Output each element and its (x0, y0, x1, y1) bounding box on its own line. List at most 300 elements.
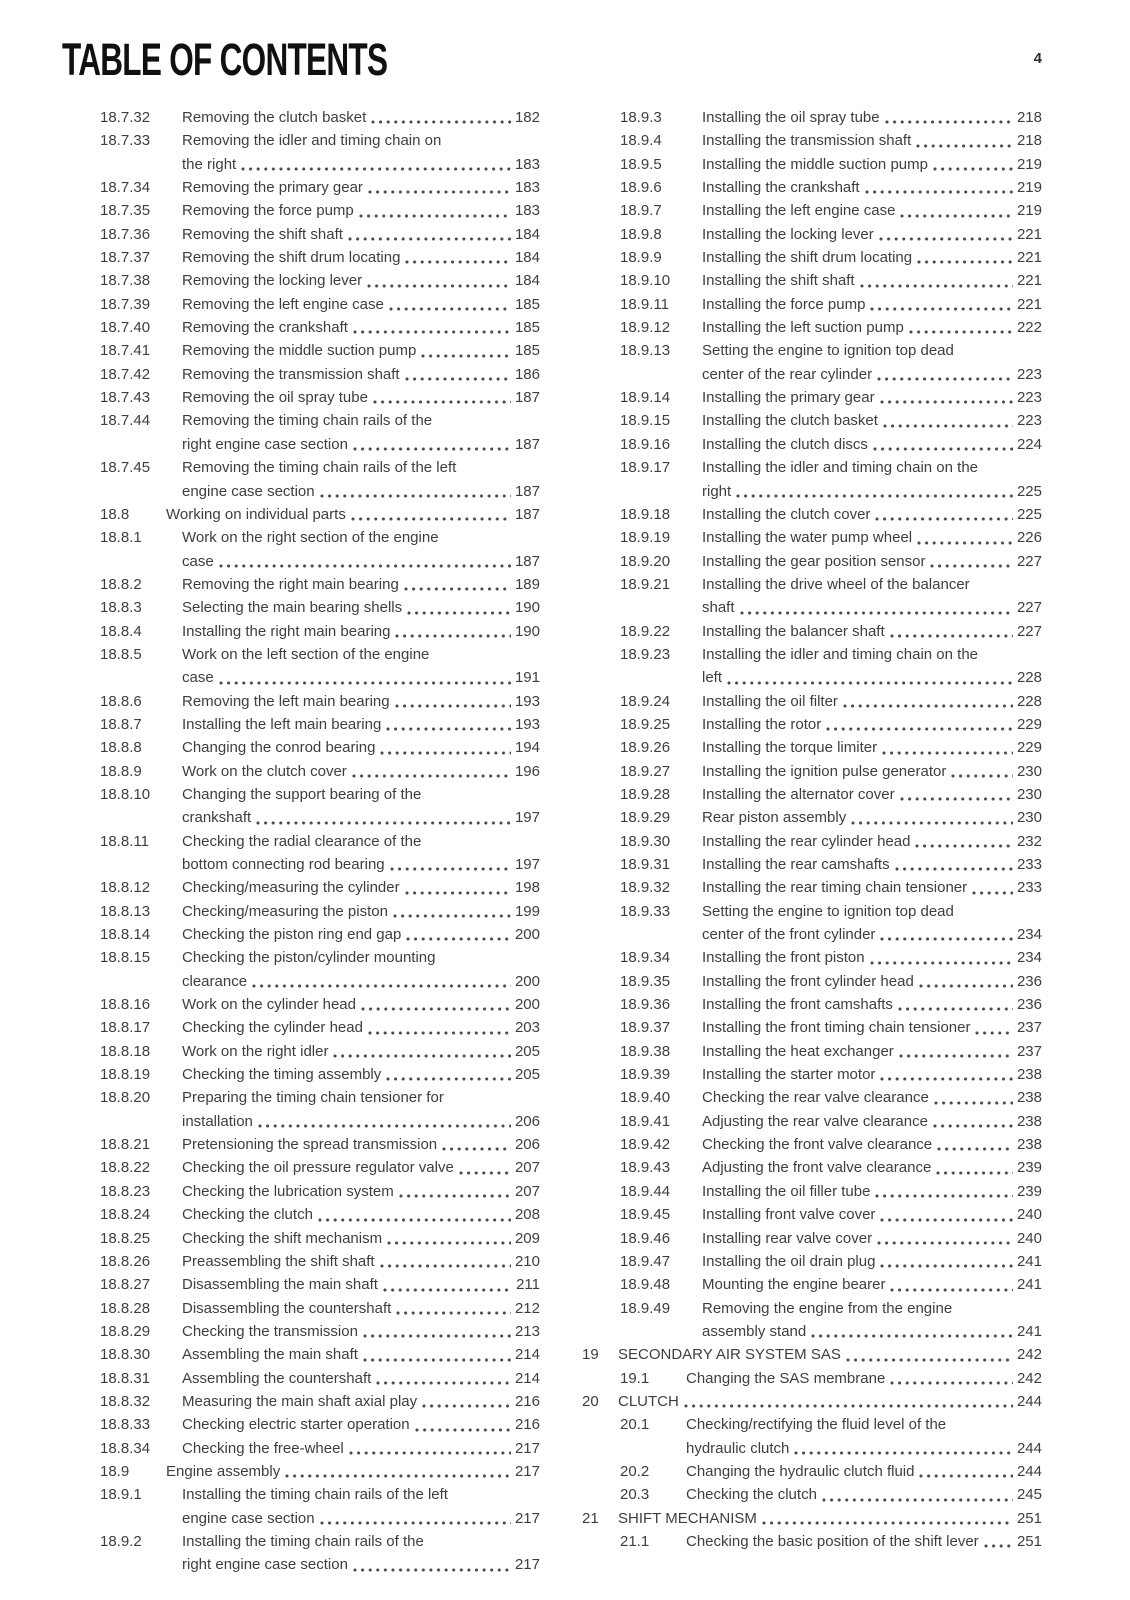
toc-entry (62, 736, 540, 759)
toc-entry-title: Removing the shift shaft (182, 225, 343, 243)
toc-entry-body (182, 1063, 540, 1086)
toc-entry-lastline (182, 199, 540, 222)
toc-entry (62, 760, 540, 783)
toc-entry (62, 1040, 540, 1063)
toc-entry-page: 234 (1016, 949, 1042, 967)
toc-entry-body (702, 246, 1042, 269)
toc-entry-lastline (702, 199, 1042, 222)
toc-entry-page: 200 (514, 926, 540, 944)
toc-entry-number: 18.9.43 (620, 1159, 671, 1177)
toc-entry (582, 1110, 1042, 1133)
toc-entry-body (182, 1297, 540, 1320)
dot-leader (951, 773, 1013, 779)
toc-entry-page: 198 (514, 879, 540, 897)
toc-entry-body (702, 550, 1042, 573)
toc-entry-body (702, 900, 1042, 947)
toc-entry-page: 230 (1016, 762, 1042, 780)
toc-entry-page: 183 (514, 179, 540, 197)
toc-entry-body (182, 199, 540, 222)
toc-entry-body (702, 316, 1042, 339)
toc-entry-number: 20 (582, 1392, 599, 1410)
toc-entry (582, 1156, 1042, 1179)
dot-leader (919, 983, 1013, 989)
toc-entry-page: 190 (514, 599, 540, 617)
toc-entry-page: 241 (1016, 1322, 1042, 1340)
toc-entry-page: 229 (1016, 715, 1042, 733)
toc-entry-title: engine case section (182, 1509, 315, 1527)
toc-entry-body (182, 1320, 540, 1343)
toc-entry-lastline (182, 1063, 540, 1086)
toc-entry-lastline (182, 363, 540, 386)
dot-leader (915, 843, 1013, 849)
toc-entry-lastline (182, 1437, 540, 1460)
toc-entry-title: Installing the shift drum locating (702, 249, 913, 267)
toc-entry (62, 106, 540, 129)
toc-entry (582, 199, 1042, 222)
toc-entry-lastline (182, 1156, 540, 1179)
toc-entry-title: Installing the clutch discs (702, 435, 868, 453)
toc-entry-number: 18.9.42 (620, 1136, 671, 1154)
dot-leader (368, 189, 511, 195)
toc-entry-lastline (182, 1553, 540, 1576)
toc-entry-number: 18.7.41 (100, 342, 151, 360)
toc-entry-page: 223 (1016, 365, 1042, 383)
toc-entry-title: Installing the clutch cover (702, 505, 871, 523)
dot-leader (900, 796, 1013, 802)
toc-entry-number: 18.9.25 (620, 715, 671, 733)
toc-entry-page: 184 (514, 249, 540, 267)
toc-entry-number: 18.7.42 (100, 365, 151, 383)
toc-entry-body (702, 339, 1042, 386)
dot-leader (740, 610, 1013, 616)
toc-entry-lastline (686, 1460, 1042, 1483)
toc-entry (62, 1320, 540, 1343)
toc-entry (582, 456, 1042, 503)
toc-entry-lastline (702, 480, 1042, 503)
toc-entry-number: 18.8.26 (100, 1252, 151, 1270)
toc-entry-lastline (702, 293, 1042, 316)
toc-entry-page: 213 (514, 1322, 540, 1340)
toc-entry-page: 186 (514, 365, 540, 383)
toc-entry-body (702, 830, 1042, 853)
toc-entry-title: Pretensioning the spread transmission (182, 1136, 438, 1154)
toc-entry-lastline (182, 106, 540, 129)
dot-leader (285, 1473, 511, 1479)
toc-entry (582, 1297, 1042, 1344)
dot-leader (919, 1473, 1012, 1479)
toc-entry (582, 1203, 1042, 1226)
toc-entry (582, 900, 1042, 947)
dot-leader (390, 866, 511, 872)
toc-entry-number: 18.9.7 (620, 202, 662, 220)
toc-entry-page: 234 (1016, 926, 1042, 944)
toc-entry-body (182, 456, 540, 503)
toc-entry-body (702, 946, 1042, 969)
dot-leader (899, 1053, 1013, 1059)
toc-entry-body (166, 1460, 540, 1483)
toc-entry (62, 1156, 540, 1179)
toc-entry-number: 18.9.9 (620, 249, 662, 267)
toc-entry-body (182, 1367, 540, 1390)
dot-leader (371, 119, 511, 125)
dot-leader (794, 1450, 1013, 1456)
toc-entry-lastline (166, 1460, 540, 1483)
toc-entry (62, 1413, 540, 1436)
toc-entry-body (702, 713, 1042, 736)
toc-entry-lastline (182, 1367, 540, 1390)
toc-entry-body (182, 1227, 540, 1250)
toc-entry (582, 946, 1042, 969)
toc-entry (582, 830, 1042, 853)
toc-entry-page: 184 (514, 225, 540, 243)
toc-entry-page: 228 (1016, 669, 1042, 687)
dot-leader (442, 1146, 511, 1152)
toc-entry-number: 18.9.13 (620, 342, 671, 360)
toc-entry-page: 241 (1016, 1276, 1042, 1294)
toc-entry-body (182, 643, 540, 690)
toc-entry-lastline (702, 666, 1042, 689)
toc-entry-body (182, 783, 540, 830)
toc-entry-lastline (702, 830, 1042, 853)
toc-entry-body (686, 1367, 1042, 1390)
toc-entry-title: Assembling the main shaft (182, 1346, 358, 1364)
dot-leader (880, 1076, 1013, 1082)
toc-entry-number: 18.8.10 (100, 785, 151, 803)
toc-entry-body (686, 1483, 1042, 1506)
toc-entry-lastline (702, 1273, 1042, 1296)
toc-entry-title: Installing the front camshafts (702, 996, 893, 1014)
toc-entry-body (702, 409, 1042, 432)
toc-entry-page: 205 (514, 1042, 540, 1060)
toc-entry-title: Installing the gear position sensor (702, 552, 926, 570)
toc-entry (582, 526, 1042, 549)
toc-entry-number: 18.7.36 (100, 225, 151, 243)
toc-entry-lastline (182, 993, 540, 1016)
toc-entry-number: 18.9.11 (620, 295, 669, 313)
dot-leader (917, 540, 1013, 546)
toc-entry (582, 1507, 1042, 1530)
toc-entry-title: Work on the cylinder head (182, 996, 356, 1014)
toc-entry-page: 238 (1016, 1112, 1042, 1130)
toc-entry-page: 225 (1016, 505, 1042, 523)
toc-entry-body (702, 690, 1042, 713)
toc-entry-lastline (702, 1180, 1042, 1203)
dot-leader (359, 213, 511, 219)
toc-entry (62, 1343, 540, 1366)
toc-entry-lastline (182, 900, 540, 923)
toc-entry-body (702, 1203, 1042, 1226)
toc-entry-body (702, 129, 1042, 152)
toc-entry-body (702, 783, 1042, 806)
toc-entry (62, 946, 540, 993)
toc-entry-number: 18.9.27 (620, 762, 671, 780)
toc-entry-page: 244 (1016, 1392, 1042, 1410)
toc-entry-title: Removing the engine from the engine (702, 1299, 953, 1317)
toc-entry-lastline (702, 783, 1042, 806)
toc-entry-page: 207 (514, 1182, 540, 1200)
toc-entry-title: Changing the SAS membrane (686, 1369, 886, 1387)
toc-entry-page: 187 (514, 435, 540, 453)
toc-entry-title: Checking the free-wheel (182, 1439, 344, 1457)
toc-entry-body (182, 1086, 540, 1133)
toc-entry (62, 923, 540, 946)
toc-entry-body (182, 1040, 540, 1063)
toc-entry-lastline (702, 596, 1042, 619)
toc-entry-title: Installing the middle suction pump (702, 155, 928, 173)
toc-entry-body (702, 1250, 1042, 1273)
toc-entry-body (702, 1273, 1042, 1296)
toc-entry (582, 503, 1042, 526)
toc-entry-lastline (182, 1320, 540, 1343)
toc-column-right (582, 106, 1042, 1577)
toc-entry-title: Removing the middle suction pump (182, 342, 417, 360)
toc-entry (582, 223, 1042, 246)
dot-leader (389, 306, 511, 312)
toc-entry-title: Rear piston assembly (702, 809, 847, 827)
toc-entry-lastline (702, 550, 1042, 573)
toc-entry-number: 18.9.48 (620, 1276, 671, 1294)
toc-entry-number: 18.8.28 (100, 1299, 151, 1317)
toc-entry-body (618, 1390, 1042, 1413)
toc-entry-lastline (182, 480, 540, 503)
toc-entry-number: 18.9.41 (620, 1112, 671, 1130)
toc-entry-body (702, 620, 1042, 643)
toc-entry-page: 236 (1016, 996, 1042, 1014)
dot-leader (219, 680, 511, 686)
toc-entry (582, 993, 1042, 1016)
toc-entry-lastline (182, 1343, 540, 1366)
toc-entry-page: 221 (1016, 225, 1042, 243)
toc-entry-body (618, 1507, 1042, 1530)
toc-entry-title: right (702, 482, 732, 500)
toc-entry-body (182, 176, 540, 199)
toc-entry-number: 18.8.15 (100, 949, 151, 967)
toc-entry-title: Removing the crankshaft (182, 319, 348, 337)
toc-entry-title: crankshaft (182, 809, 252, 827)
dot-leader (846, 1357, 1013, 1363)
toc-entry-body (182, 223, 540, 246)
toc-entry (582, 736, 1042, 759)
toc-entry-number: 18.8.7 (100, 715, 142, 733)
toc-entry-page: 185 (514, 342, 540, 360)
dot-leader (393, 913, 511, 919)
toc-entry-lastline (182, 1227, 540, 1250)
toc-entry (62, 223, 540, 246)
dot-leader (421, 353, 511, 359)
toc-entry-title: Work on the right idler (182, 1042, 329, 1060)
toc-entry (582, 1460, 1042, 1483)
toc-entry-number: 18.7.40 (100, 319, 151, 337)
toc-entry (62, 1016, 540, 1039)
toc-entry-lastline (702, 1133, 1042, 1156)
toc-entry-number: 18.7.38 (100, 272, 151, 290)
toc-entry (582, 760, 1042, 783)
dot-leader (975, 1030, 1012, 1036)
toc-entry-lastline (182, 223, 540, 246)
toc-entry-number: 18.8.9 (100, 762, 142, 780)
toc-entry-title: Removing the timing chain rails of the left (182, 459, 457, 477)
dot-leader (395, 633, 511, 639)
toc-entry-title: Adjusting the rear valve clearance (702, 1112, 928, 1130)
toc-entry-title: Adjusting the front valve clearance (702, 1159, 932, 1177)
toc-entry-lastline (182, 386, 540, 409)
toc-entry (582, 153, 1042, 176)
dot-leader (363, 1357, 511, 1363)
toc-entry-page: 244 (1016, 1439, 1042, 1457)
toc-entry-number: 18.9.46 (620, 1229, 671, 1247)
dot-leader (822, 1497, 1013, 1503)
toc-entry (582, 1413, 1042, 1460)
toc-entry-page: 240 (1016, 1206, 1042, 1224)
toc-entry-lastline (702, 806, 1042, 829)
toc-entry-number: 18.8.20 (100, 1089, 151, 1107)
dot-leader (258, 1123, 511, 1129)
toc-entry-body (182, 106, 540, 129)
toc-entry-lastline (702, 1086, 1042, 1109)
toc-entry-page: 183 (514, 202, 540, 220)
toc-entry-number: 18.9.17 (620, 459, 671, 477)
toc-entry-title: Checking the oil pressure regulator valve (182, 1159, 454, 1177)
toc-entry-number: 20.2 (620, 1462, 650, 1480)
toc-entry-lastline (702, 760, 1042, 783)
toc-entry-body (182, 1413, 540, 1436)
dot-leader (879, 236, 1013, 242)
toc-entry-body (702, 269, 1042, 292)
toc-entry (582, 246, 1042, 269)
dot-leader (873, 446, 1013, 452)
toc-entry-title: Selecting the main bearing shells (182, 599, 403, 617)
dot-leader (363, 1333, 511, 1339)
toc-entry-lastline (182, 176, 540, 199)
toc-entry-title: Installing the timing chain rails of the left (182, 1486, 448, 1504)
toc-entry-title: Installing the oil filler tube (702, 1182, 871, 1200)
toc-entry-page: 190 (514, 622, 540, 640)
toc-entry-lastline (182, 970, 540, 993)
dot-leader (930, 563, 1012, 569)
toc-entry-page: 218 (1016, 132, 1042, 150)
toc-entry-number: 18.9.21 (620, 575, 671, 593)
toc-entry-number: 19 (582, 1346, 599, 1364)
toc-entry-page: 237 (1016, 1019, 1042, 1037)
toc-entry (62, 1390, 540, 1413)
toc-entry-body (182, 1483, 540, 1530)
toc-entry-lastline (702, 106, 1042, 129)
toc-entry (62, 456, 540, 503)
toc-entry-body (686, 1530, 1042, 1553)
toc-entry (62, 596, 540, 619)
toc-entry-body (166, 503, 540, 526)
toc-entry-lastline (702, 736, 1042, 759)
toc-entry-page: 232 (1016, 832, 1042, 850)
toc-entry (582, 1063, 1042, 1086)
toc-entry-lastline (702, 1110, 1042, 1133)
toc-entry-page: 217 (514, 1556, 540, 1574)
toc-entry-title: Installing the left suction pump (702, 319, 904, 337)
toc-entry-lastline (618, 1390, 1042, 1413)
dot-leader (885, 119, 1013, 125)
toc-entry-title: Installing the front timing chain tensioner (702, 1019, 971, 1037)
toc-entry-title: case (182, 552, 214, 570)
toc-entry-body (182, 339, 540, 362)
toc-entry-page: 200 (514, 972, 540, 990)
dot-leader (387, 1240, 511, 1246)
toc-entry (62, 409, 540, 456)
toc-entry-body (702, 1016, 1042, 1039)
toc-entry-title: bottom connecting rod bearing (182, 856, 385, 873)
toc-entry-page: 207 (514, 1159, 540, 1177)
dot-leader (851, 820, 1013, 826)
toc-entry-body (182, 690, 540, 713)
dot-leader (909, 329, 1013, 335)
dot-leader (880, 399, 1013, 405)
toc-entry-lastline (182, 1507, 540, 1530)
toc-entry-lastline (702, 993, 1042, 1016)
toc-entry-title: Removing the timing chain rails of the (182, 412, 433, 430)
toc-entry-title: Installing the drive wheel of the balancer (702, 575, 970, 593)
toc-entry-page: 251 (1016, 1509, 1042, 1527)
toc-entry-number: 18.9.32 (620, 879, 671, 897)
toc-entry (62, 993, 540, 1016)
toc-entry-title: Installing the crankshaft (702, 179, 860, 197)
toc-entry (62, 293, 540, 316)
toc-entry-page: 193 (514, 692, 540, 710)
page-title: TABLE OF CONTENTS (62, 34, 388, 85)
toc-entry (62, 783, 540, 830)
toc-entry-lastline (702, 923, 1042, 946)
toc-entry-number: 18.8.30 (100, 1346, 151, 1364)
toc-entry-title: Installing the rear camshafts (702, 856, 890, 873)
toc-entry-number: 18.8.8 (100, 739, 142, 757)
dot-leader (367, 283, 511, 289)
toc-entry-lastline (702, 1250, 1042, 1273)
toc-entry-title: Removing the force pump (182, 202, 354, 220)
toc-entry-title: Installing the rotor (702, 715, 822, 733)
toc-entry-page: 229 (1016, 739, 1042, 757)
toc-entry-lastline (182, 596, 540, 619)
toc-entry (62, 269, 540, 292)
toc-entry-title: Working on individual parts (166, 505, 346, 523)
toc-entry-body (702, 1040, 1042, 1063)
toc-entry-number: 18.8.6 (100, 692, 142, 710)
toc-entry-page: 200 (514, 996, 540, 1014)
toc-entry-page: 211 (516, 1276, 540, 1294)
toc-entry-page: 182 (514, 109, 540, 126)
toc-entry-number: 18.9.18 (620, 505, 671, 523)
dot-leader (890, 1287, 1013, 1293)
dot-leader (936, 1170, 1013, 1176)
toc-entry (582, 386, 1042, 409)
toc-entry-number: 18.7.33 (100, 132, 151, 150)
dot-leader (984, 1543, 1013, 1549)
toc-entry-body (702, 386, 1042, 409)
toc-entry (62, 713, 540, 736)
toc-entry-lastline (686, 1530, 1042, 1553)
dot-leader (353, 1567, 511, 1573)
toc-entry-body (182, 1180, 540, 1203)
toc-entry-body (618, 1343, 1042, 1366)
toc-entry-page: 223 (1016, 412, 1042, 430)
toc-entry-title: Checking the piston ring end gap (182, 926, 402, 944)
toc-entry-lastline (182, 1390, 540, 1413)
toc-entry-number: 18.9.34 (620, 949, 671, 967)
toc-entry-page: 233 (1016, 879, 1042, 897)
toc-entry (62, 1133, 540, 1156)
toc-entry-page: 238 (1016, 1136, 1042, 1154)
toc-entry (62, 1297, 540, 1320)
toc-entry-page: 217 (514, 1509, 540, 1527)
toc-entry-page: 227 (1016, 622, 1042, 640)
toc-entry-page: 183 (514, 155, 540, 173)
